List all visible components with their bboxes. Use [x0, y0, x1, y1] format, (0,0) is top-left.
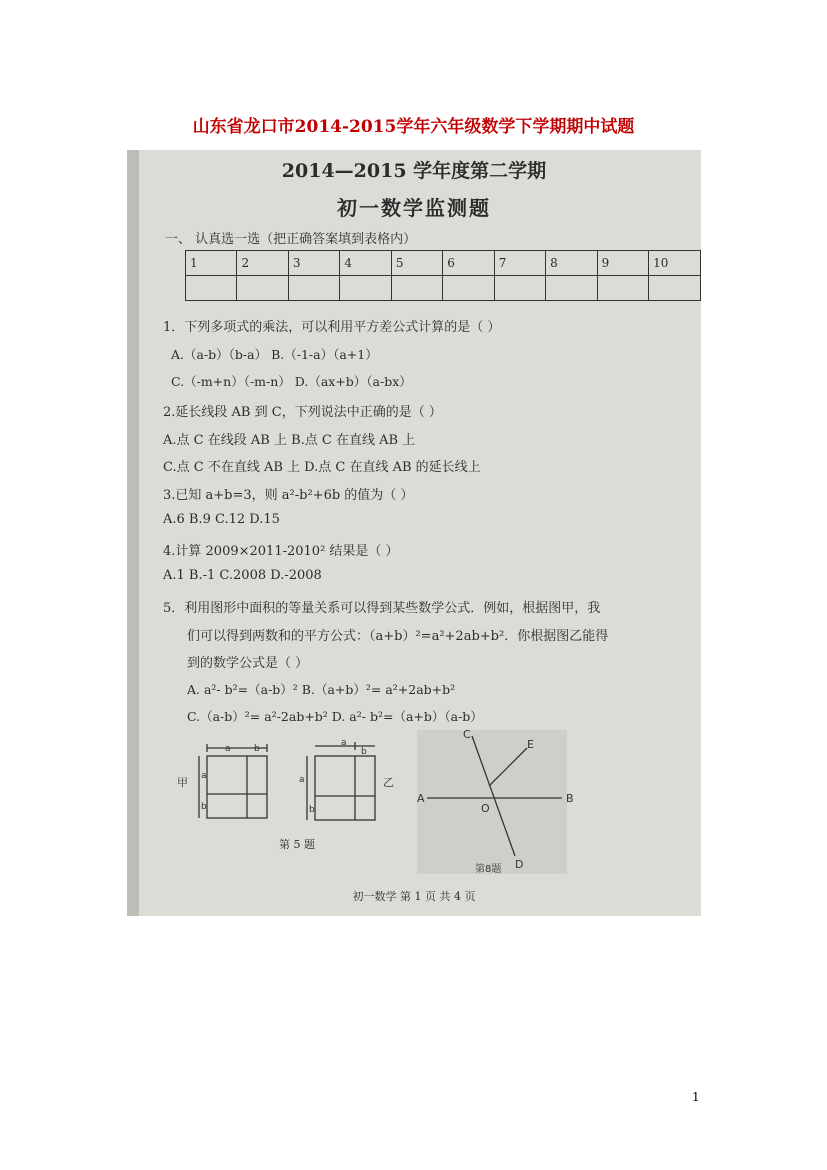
answer-blank-cell — [443, 276, 494, 301]
figure-yi-b-side: b — [309, 805, 315, 815]
point-C: C — [463, 728, 471, 741]
question-2-options-ab: A.点 C 在线段 AB 上 B.点 C 在直线 AB 上 — [163, 433, 416, 448]
answer-number-cell: 3 — [288, 251, 339, 276]
question-1: 1．下列多项式的乘法，可以利用平方差公式计算的是（ ） — [163, 320, 501, 335]
figure-jia-a-top: a — [225, 744, 231, 754]
photo-left-edge — [127, 150, 139, 916]
answer-blank-cell — [237, 276, 288, 301]
figure-yi-a-side: a — [299, 775, 305, 785]
question-3: 3.已知 a+b=3，则 a²-b²+6b 的值为（ ） — [163, 488, 414, 503]
answer-blank-cell — [597, 276, 648, 301]
answer-table — [185, 250, 701, 301]
point-B: B — [566, 792, 574, 805]
question-4: 4.计算 2009×2011-2010² 结果是（ ） — [163, 544, 399, 559]
answer-table-number-row — [186, 251, 701, 276]
question-2-options-cd: C.点 C 不在直线 AB 上 D.点 C 在直线 AB 的延长线上 — [163, 460, 481, 475]
answer-number-cell: 2 — [237, 251, 288, 276]
exam-page-footer: 初一数学 第 1 页 共 4 页 — [352, 890, 476, 903]
section-heading: 一、 认真选一选（把正确答案填到表格内） — [165, 232, 417, 247]
figure-jia-b-side: b — [201, 802, 207, 812]
answer-table-blank-row — [186, 276, 701, 301]
exam-heading-term: 2014—2015 学年度第二学期 — [281, 160, 547, 182]
answer-number-cell: 5 — [391, 251, 442, 276]
document-title: 山东省龙口市2014-2015学年六年级数学下学期期中试题 — [192, 117, 635, 137]
question-2: 2.延长线段 AB 到 C，下列说法中正确的是（ ） — [163, 405, 442, 420]
point-E: E — [527, 738, 534, 751]
figure-jia — [171, 738, 281, 824]
figure-jia-a-side: a — [201, 771, 207, 781]
figure-yi-label: 乙 — [383, 776, 394, 789]
point-A: A — [417, 792, 425, 805]
question-3-options: A.6 B.9 C.12 D.15 — [163, 512, 280, 527]
figure-yi — [289, 734, 399, 826]
point-O: O — [481, 802, 490, 815]
figure-8 — [417, 726, 577, 876]
point-D: D — [515, 858, 524, 871]
exam-heading-title: 初一数学监测题 — [337, 196, 491, 220]
figure-yi-a-top: a — [341, 738, 347, 748]
answer-blank-cell — [391, 276, 442, 301]
question-4-options: A.1 B.-1 C.2008 D.-2008 — [163, 568, 322, 583]
figure-5-caption: 第 5 题 — [279, 838, 315, 851]
answer-number-cell: 6 — [443, 251, 494, 276]
question-5-options-cd: C.（a-b）²= a²-2ab+b² D. a²- b²=（a+b）（a-b） — [187, 709, 483, 724]
answer-number-cell: 10 — [649, 251, 701, 276]
question-5-line-3: 到的数学公式是（ ） — [187, 656, 309, 671]
question-5-options-ab: A. a²- b²=（a-b）² B.（a+b）²= a²+2ab+b² — [187, 682, 456, 697]
answer-blank-cell — [186, 276, 237, 301]
figure-jia-b-top: b — [254, 744, 260, 754]
question-1-options-cd: C.（-m+n）（-m-n） D.（ax+b）（a-bx） — [171, 374, 412, 389]
page-number: 1 — [692, 1090, 700, 1104]
answer-blank-cell — [340, 276, 391, 301]
scanned-exam-photo — [127, 150, 701, 916]
answer-number-cell: 7 — [494, 251, 545, 276]
answer-number-cell: 8 — [546, 251, 597, 276]
answer-blank-cell — [546, 276, 597, 301]
question-5: 5．利用图形中面积的等量关系可以得到某些数学公式．例如，根据图甲，我 — [163, 601, 601, 616]
figure-jia-label: 甲 — [177, 776, 188, 789]
answer-blank-cell — [494, 276, 545, 301]
answer-number-cell: 9 — [597, 251, 648, 276]
answer-number-cell: 1 — [186, 251, 237, 276]
answer-blank-cell — [288, 276, 339, 301]
figure-8-caption: 第8题 — [475, 864, 502, 875]
answer-number-cell: 4 — [340, 251, 391, 276]
question-5-line-2: 们可以得到两数和的平方公式：（a+b）²=a²+2ab+b²．你根据图乙能得 — [187, 629, 609, 644]
answer-blank-cell — [649, 276, 701, 301]
figure-yi-b-top: b — [361, 747, 367, 757]
question-1-options-ab: A.（a-b）（b-a） B.（-1-a）（a+1） — [171, 347, 378, 362]
